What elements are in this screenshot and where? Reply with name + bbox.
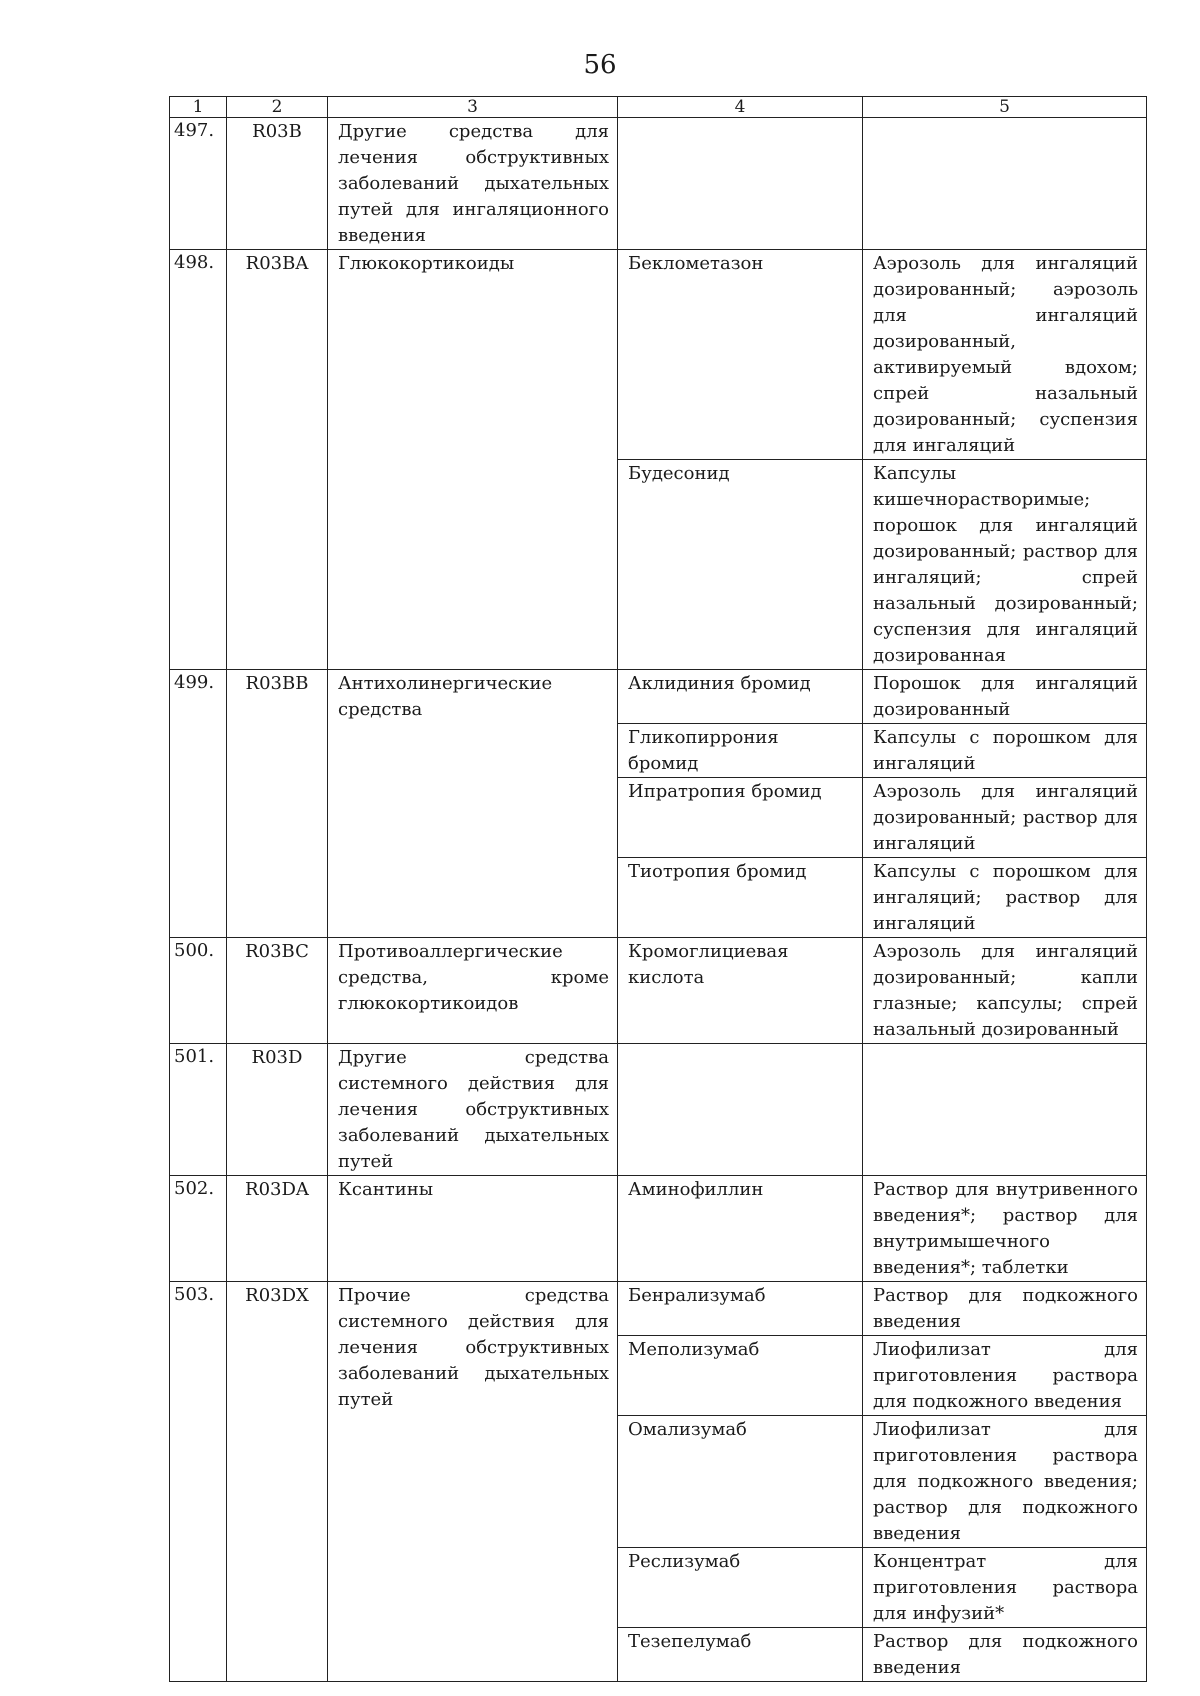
drug-name-cell: Бенрализумаб: [618, 1282, 863, 1336]
drug-name-cell: Беклометазон: [618, 250, 863, 460]
dosage-form-cell: Капсулы кишечнорастворимые; порошок для ингаляций дозированный; раствор для ингаляций; спрей назальный дозированный; суспензия для ингаляций дозированная: [863, 460, 1147, 670]
group-name-cell: Другие средства для лечения обструктивных заболеваний дыхательных путей для ингаляционного введения: [328, 118, 618, 250]
column-header: 4: [618, 97, 863, 118]
dosage-form-cell: Концентрат для приготовления раствора для инфузий*: [863, 1548, 1147, 1628]
row-number-cell: 499.: [170, 670, 227, 938]
drug-name-cell: Гликопиррония бромид: [618, 724, 863, 778]
dosage-form-cell: Раствор для подкожного введения: [863, 1282, 1147, 1336]
dosage-form-cell: Аэрозоль для ингаляций дозированный; аэрозоль для ингаляций дозированный, активируемый вдохом; спрей назальный дозированный; суспензия для ингаляций: [863, 250, 1147, 460]
table-row: [170, 1176, 1147, 1282]
drug-name-cell: [618, 1044, 863, 1176]
dosage-form-cell: Аэрозоль для ингаляций дозированный; капли глазные; капсулы; спрей назальный дозированный: [863, 938, 1147, 1044]
dosage-form-cell: [863, 1044, 1147, 1176]
group-name-cell: Антихолинергические средства: [328, 670, 618, 938]
column-header: 1: [170, 97, 227, 118]
atc-code-cell: R03DA: [227, 1176, 328, 1282]
group-name-cell: Другие средства системного действия для лечения обструктивных заболеваний дыхательных путей: [328, 1044, 618, 1176]
drug-name-cell: Реслизумаб: [618, 1548, 863, 1628]
drug-name-cell: Омализумаб: [618, 1416, 863, 1548]
table-row: [170, 1282, 1147, 1336]
row-number-cell: 501.: [170, 1044, 227, 1176]
dosage-form-cell: Капсулы с порошком для ингаляций; раствор для ингаляций: [863, 858, 1147, 938]
dosage-form-cell: Лиофилизат для приготовления раствора для подкожного введения: [863, 1336, 1147, 1416]
column-header: 3: [328, 97, 618, 118]
group-name-cell: Противоаллергические средства, кроме глюкокортикоидов: [328, 938, 618, 1044]
table-row: [170, 1044, 1147, 1176]
dosage-form-cell: [863, 118, 1147, 250]
drug-name-cell: Тиотропия бромид: [618, 858, 863, 938]
drug-name-cell: Кромоглициевая кислота: [618, 938, 863, 1044]
drug-table: [169, 96, 1147, 1682]
drug-name-cell: Ипратропия бромид: [618, 778, 863, 858]
row-number-cell: 500.: [170, 938, 227, 1044]
table-row: [170, 118, 1147, 250]
drug-name-cell: [618, 118, 863, 250]
row-number-cell: 503.: [170, 1282, 227, 1682]
drug-name-cell: Тезепелумаб: [618, 1628, 863, 1682]
column-header-row: [170, 97, 1147, 118]
group-name-cell: Ксантины: [328, 1176, 618, 1282]
drug-name-cell: Аклидиния бромид: [618, 670, 863, 724]
drug-name-cell: Будесонид: [618, 460, 863, 670]
dosage-form-cell: Раствор для подкожного введения: [863, 1628, 1147, 1682]
dosage-form-cell: Порошок для ингаляций дозированный: [863, 670, 1147, 724]
drug-name-cell: Меполизумаб: [618, 1336, 863, 1416]
group-name-cell: Прочие средства системного действия для лечения обструктивных заболеваний дыхательных путей: [328, 1282, 618, 1682]
row-number-cell: 497.: [170, 118, 227, 250]
drug-name-cell: Аминофиллин: [618, 1176, 863, 1282]
atc-code-cell: R03D: [227, 1044, 328, 1176]
group-name-cell: Глюкокортикоиды: [328, 250, 618, 670]
dosage-form-cell: Аэрозоль для ингаляций дозированный; раствор для ингаляций: [863, 778, 1147, 858]
atc-code-cell: R03DX: [227, 1282, 328, 1682]
column-header: 5: [863, 97, 1147, 118]
dosage-form-cell: Лиофилизат для приготовления раствора для подкожного введения; раствор для подкожного введения: [863, 1416, 1147, 1548]
column-header: 2: [227, 97, 328, 118]
dosage-form-cell: Капсулы с порошком для ингаляций: [863, 724, 1147, 778]
row-number-cell: 502.: [170, 1176, 227, 1282]
dosage-form-cell: Раствор для внутривенного введения*; раствор для внутримышечного введения*; таблетки: [863, 1176, 1147, 1282]
atc-code-cell: R03BB: [227, 670, 328, 938]
table-row: [170, 938, 1147, 1044]
atc-code-cell: R03B: [227, 118, 328, 250]
table-row: [170, 250, 1147, 460]
atc-code-cell: R03BA: [227, 250, 328, 670]
page-number: 56: [583, 50, 617, 80]
table-row: [170, 670, 1147, 724]
atc-code-cell: R03BC: [227, 938, 328, 1044]
row-number-cell: 498.: [170, 250, 227, 670]
